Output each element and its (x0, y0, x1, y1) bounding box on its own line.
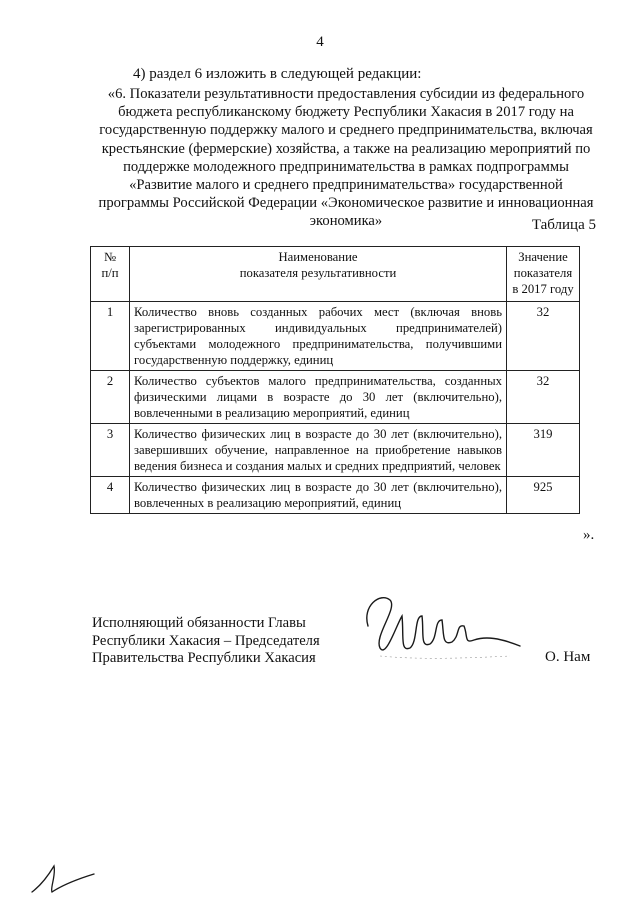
handwritten-signature (360, 586, 530, 666)
row-number: 1 (91, 302, 130, 371)
header-value-line1: Значение (518, 250, 568, 264)
signer-title-line2: Республики Хакасия – Председателя (92, 632, 320, 649)
row-indicator-name: Количество физических лиц в возрасте до 30 лет (включительно), завершивших обучение, направленное на приобретение навыков ведения бизнеса и создания малых и средних предприятий, человек (130, 424, 507, 477)
header-number-line1: № (103, 250, 117, 264)
table-row (91, 302, 580, 371)
row-value: 32 (507, 302, 580, 371)
indicators-table (90, 246, 580, 514)
header-name (130, 247, 507, 302)
table-row (91, 477, 580, 514)
row-value: 32 (507, 371, 580, 424)
amendment-item-line: 4) раздел 6 изложить в следующей редакции: (133, 66, 422, 82)
header-number-line2: п/п (101, 266, 119, 280)
row-number: 2 (91, 371, 130, 424)
row-value: 319 (507, 424, 580, 477)
row-number: 3 (91, 424, 130, 477)
page-number: 4 (316, 34, 324, 50)
table-header-row (91, 247, 580, 302)
signer-title (92, 615, 320, 668)
header-value-line3: в 2017 году (512, 282, 574, 296)
header-name-line2: показателя результативности (239, 266, 397, 280)
closing-quote: ». (583, 527, 595, 543)
table-caption: Таблица 5 (531, 217, 596, 233)
signer-title-line3: Правительства Республики Хакасия (92, 650, 316, 666)
header-number (91, 247, 130, 302)
signer-name: О. Нам (545, 649, 591, 665)
signer-title-line1: Исполняющий обязанности Главы (92, 615, 306, 631)
header-value (507, 247, 580, 302)
table-row (91, 371, 580, 424)
row-indicator-name: Количество субъектов малого предпринимательства, созданных физическими лицами в возрасте до 30 лет (включительно), вовлеченными в реализацию мероприятий, единиц (130, 371, 507, 424)
row-number: 4 (91, 477, 130, 514)
row-value: 925 (507, 477, 580, 514)
handwritten-initials-mark (28, 858, 98, 898)
table-row (91, 424, 580, 477)
header-value-line2: показателя (513, 266, 573, 280)
row-indicator-name: Количество вновь созданных рабочих мест (включая вновь зарегистрированных индивидуальных предпринимателей) субъектами молодежного предпринимательства, получившими государственную поддержку, единиц (130, 302, 507, 371)
header-name-line1: Наименование (278, 250, 358, 264)
row-indicator-name: Количество физических лиц в возрасте до 30 лет (включительно), вовлеченных в реализацию мероприятий, единиц (130, 477, 507, 514)
section-paragraph: «6. Показатели результативности предоставления субсидии из федерального бюджета республиканскому бюджету Республики Хакасия в 2017 году на государственную поддержку малого и среднего предпринимательства, включая крестьянские (фермерские) хозяйства, а также на реализацию мероприятий по поддержке молодежного предпринимательства в рамках подпрограммы «Развитие малого и среднего предпринимательства» государственной программы Российской Федерации «Экономическое развитие и инновационная экономика» (98, 86, 594, 230)
